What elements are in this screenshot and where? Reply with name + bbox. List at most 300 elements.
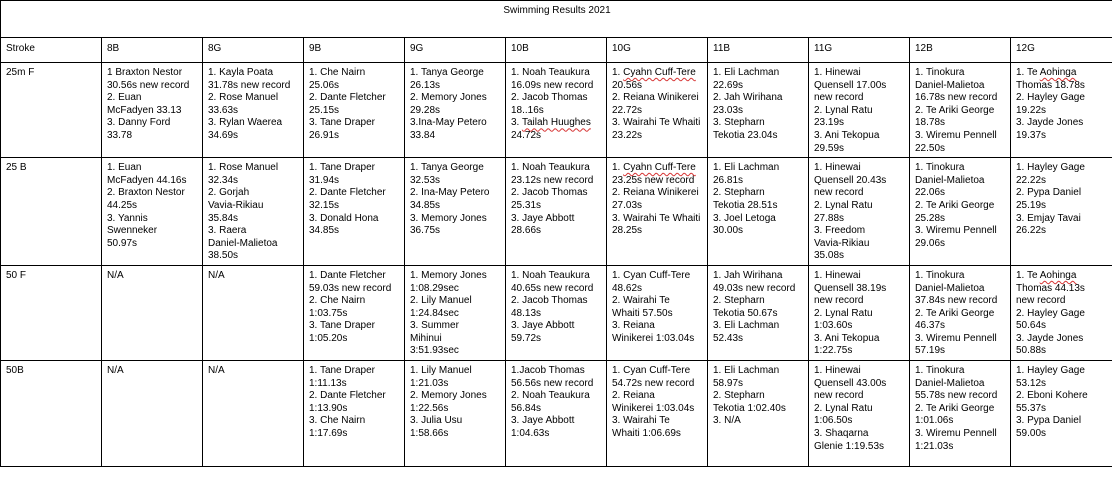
stroke-cell[interactable]: 25m F: [1, 63, 102, 158]
result-line: 19.37s: [1016, 129, 1047, 141]
result-cell[interactable]: [506, 158, 607, 266]
result-cell[interactable]: [708, 265, 809, 360]
result-line: 2. Ina-May Petero: [410, 187, 490, 199]
result-line: Whaiti 1:06.69s: [612, 428, 681, 440]
result-line: 52.43s: [713, 332, 744, 344]
header-row: [1, 38, 1112, 63]
result-line: 22.69s: [713, 79, 744, 91]
result-line: 34.69s: [208, 129, 239, 141]
result-line: N/A: [208, 365, 225, 377]
result-line: 1. Cyan Cuff-Tere: [612, 365, 691, 377]
result-line: 1 Braxton Nestor: [107, 67, 183, 78]
result-cell[interactable]: [910, 361, 1011, 467]
result-line: 28.66s: [511, 225, 542, 237]
result-line: 2. Hayley Gage: [1016, 92, 1085, 104]
result-line: Winikerei 1:03.04s: [612, 332, 695, 344]
result-line: 1:22.75s: [814, 345, 853, 357]
result-line: 2. Reiana Winikerei: [612, 187, 699, 199]
result-line: 3. Pypa Daniel: [1016, 415, 1082, 427]
result-cell[interactable]: [1011, 265, 1112, 360]
result-row: [1, 361, 1112, 467]
result-line: 1. Cyahn Cuff-Tere: [612, 67, 696, 78]
result-line: 3. Wiremu Pennell: [915, 428, 997, 440]
result-line: 2. Lily Manuel: [410, 295, 472, 307]
spellcheck-underline: Aohinga: [1039, 67, 1077, 78]
result-line: 3. Wiremu Pennell: [915, 332, 997, 344]
result-line: Mihinui: [410, 332, 442, 344]
result-line: 22.06s: [915, 187, 946, 199]
result-line: 27.88s: [814, 212, 845, 224]
result-cell[interactable]: [708, 158, 809, 266]
result-line: 2. Braxton Nestor: [107, 187, 185, 199]
result-line: 56.56s new record: [511, 377, 594, 389]
result-line: 34.85s: [410, 199, 441, 211]
result-line: 1. Noah Teaukura: [511, 162, 590, 174]
result-line: 50.97s: [107, 237, 138, 249]
column-header-11b[interactable]: 11B: [708, 38, 809, 63]
result-line: 53.12s: [1016, 377, 1047, 389]
result-cell[interactable]: [607, 361, 708, 467]
result-line: 23.25s new record: [612, 174, 695, 186]
result-line: 1. Te Aohinga: [1016, 67, 1077, 78]
result-line: 2. Reiana Winikerei: [612, 92, 699, 104]
result-line: 59.00s: [1016, 428, 1047, 440]
result-line: 2. Rose Manuel: [208, 92, 279, 104]
result-line: 3. Donald Hona: [309, 212, 379, 224]
result-line: 22.72s: [612, 104, 643, 116]
result-line: Quensell 17.00s: [814, 79, 887, 91]
result-line: 48.62s: [612, 282, 643, 294]
result-line: 55.78s new record: [915, 390, 998, 402]
result-line: 3. Joel Letoga: [713, 212, 776, 224]
result-line: 29.06s: [915, 237, 946, 249]
result-line: 49.03s new record: [713, 282, 796, 294]
result-line: 1:04.63s: [511, 428, 550, 440]
column-header-8g[interactable]: 8G: [203, 38, 304, 63]
result-cell[interactable]: [809, 265, 910, 360]
result-cell[interactable]: [607, 158, 708, 266]
result-cell[interactable]: [203, 361, 304, 467]
result-cell[interactable]: [708, 63, 809, 158]
result-cell[interactable]: [607, 63, 708, 158]
result-line: 1. Tinokura: [915, 67, 965, 78]
result-line: 31.94s: [309, 174, 340, 186]
result-line: 25.28s: [915, 212, 946, 224]
column-header-11g[interactable]: 11G: [809, 38, 910, 63]
result-line: 34.85s: [309, 225, 340, 237]
result-line: 3. Wiremu Pennell: [915, 129, 997, 141]
result-line: Daniel-Malietoa: [915, 174, 985, 186]
result-line: 2. Gorjah: [208, 187, 250, 199]
spellcheck-underline: Aohinga: [1039, 269, 1077, 281]
result-line: 1:01.06s: [915, 415, 954, 427]
column-header-12g[interactable]: 12G: [1011, 38, 1112, 63]
result-line: 2. Dante Fletcher: [309, 187, 386, 199]
result-line: 50.88s: [1016, 345, 1047, 357]
result-line: 1. Euan: [107, 162, 142, 174]
result-line: 1. Rose Manuel: [208, 162, 279, 174]
result-line: 27.03s: [612, 199, 643, 211]
result-line: 2. Che Nairn: [309, 295, 366, 307]
result-line: 56.84s: [511, 402, 542, 414]
result-line: 32.15s: [309, 199, 340, 211]
result-cell[interactable]: [102, 361, 203, 467]
result-line: 44.25s: [107, 199, 138, 211]
result-line: 25.31s: [511, 199, 542, 211]
result-line: 33.78: [107, 129, 133, 141]
result-line: 1:24.84sec: [410, 307, 459, 319]
result-cell[interactable]: [809, 361, 910, 467]
result-line: 1:58.66s: [410, 428, 449, 440]
result-line: 3. Jayde Jones: [1016, 332, 1084, 344]
result-line: 29.59s: [814, 142, 845, 154]
result-line: 3. Wiremu Pennell: [915, 225, 997, 237]
result-line: 2. Euan: [107, 92, 142, 104]
result-line: 29.28s: [410, 104, 441, 116]
result-cell[interactable]: [304, 63, 405, 158]
result-line: 3. Yannis: [107, 212, 148, 224]
result-line: 24.72s: [511, 129, 542, 141]
result-line: 16.78s new record: [915, 92, 998, 104]
result-line: 37.84s new record: [915, 295, 998, 307]
result-cell[interactable]: [203, 63, 304, 158]
result-cell[interactable]: [910, 63, 1011, 158]
result-cell[interactable]: [506, 63, 607, 158]
result-cell[interactable]: [809, 158, 910, 266]
result-line: 3. N/A: [713, 415, 741, 427]
result-line: 1:06.50s: [814, 415, 853, 427]
result-line: N/A: [107, 269, 124, 281]
result-line: 3. Julia Usu: [410, 415, 463, 427]
result-line: 2. Jacob Thomas: [511, 92, 588, 104]
result-line: 59.72s: [511, 332, 542, 344]
result-line: 1. Hinewai: [814, 365, 861, 377]
result-line: 3. Jaye Abbott: [511, 415, 575, 427]
result-cell[interactable]: [203, 158, 304, 266]
result-line: 35.84s: [208, 212, 239, 224]
result-line: 1. Hinewai: [814, 67, 861, 78]
result-line: 3. Tane Draper: [309, 320, 375, 332]
result-line: 2. Stepharn: [713, 295, 765, 307]
column-header-10g[interactable]: 10G: [607, 38, 708, 63]
result-line: 2. Pypa Daniel: [1016, 187, 1082, 199]
result-cell[interactable]: [304, 361, 405, 467]
result-line: 2. Lynal Ratu: [814, 307, 873, 319]
result-line: 2. Stepharn: [713, 187, 765, 199]
result-line: 1:03.75s: [309, 307, 348, 319]
column-header-10b[interactable]: 10B: [506, 38, 607, 63]
result-line: Whaiti 57.50s: [612, 307, 673, 319]
result-line: 1. Cyan Cuff-Tere: [612, 269, 691, 281]
result-line: 2. Reiana: [612, 390, 655, 402]
result-line: 1. Tane Draper: [309, 365, 375, 377]
result-line: 3:51.93sec: [410, 345, 459, 357]
result-line: 2. Dante Fletcher: [309, 92, 386, 104]
result-cell[interactable]: [102, 63, 203, 158]
result-line: 1. Tinokura: [915, 365, 965, 377]
result-line: 3. Emjay Tavai: [1016, 212, 1081, 224]
title-row: [1, 1, 1112, 38]
result-line: 2. Wairahi Te: [612, 295, 670, 307]
result-line: Quensell 20.43s: [814, 174, 887, 186]
stroke-cell[interactable]: 50B: [1, 361, 102, 467]
result-line: Quensell 43.00s: [814, 377, 887, 389]
result-line: 3. Reiana: [612, 320, 655, 332]
result-line: 22.50s: [915, 142, 946, 154]
result-line: 25.19s: [1016, 199, 1047, 211]
result-line: new record: [1016, 295, 1066, 307]
result-line: 1. Che Nairn: [309, 67, 366, 78]
result-line: 2. Memory Jones: [410, 92, 487, 104]
result-line: 2. Jacob Thomas: [511, 295, 588, 307]
result-line: Daniel-Malietoa: [208, 237, 278, 249]
result-line: 26.91s: [309, 129, 340, 141]
result-cell[interactable]: [304, 265, 405, 360]
spellcheck-underline: Tailah Huughes: [521, 117, 591, 129]
result-line: 22.22s: [1016, 174, 1047, 186]
result-line: Thomas 18.78s: [1016, 79, 1085, 91]
result-line: 3. Tailah Huughes: [511, 117, 591, 129]
result-line: 1. Tinokura: [915, 162, 965, 174]
result-line: 1:11.13s: [309, 377, 347, 389]
column-header-9g[interactable]: 9G: [405, 38, 506, 63]
result-line: new record: [814, 92, 864, 104]
result-line: 48.13s: [511, 307, 542, 319]
result-line: 28.25s: [612, 225, 643, 237]
result-line: 1:13.90s: [309, 402, 348, 414]
result-cell[interactable]: [506, 265, 607, 360]
result-line: 2. Lynal Ratu: [814, 402, 873, 414]
result-line: 33.63s: [208, 104, 239, 116]
result-line: 3. Shaqarna: [814, 428, 869, 440]
result-line: 3. Summer: [410, 320, 459, 332]
result-line: 18.78s: [915, 117, 946, 129]
result-line: Daniel-Malietoa: [915, 282, 985, 294]
result-line: 1. Hinewai: [814, 162, 861, 174]
result-line: 1.Jacob Thomas: [511, 365, 585, 377]
result-line: new record: [814, 390, 864, 402]
result-cell[interactable]: [304, 158, 405, 266]
result-cell[interactable]: [1011, 63, 1112, 158]
result-line: 3. Ani Tekopua: [814, 332, 880, 344]
result-line: Tekotia 28.51s: [713, 199, 778, 211]
result-line: 26.13s: [410, 79, 441, 91]
result-line: 3. Stepharn: [713, 117, 765, 129]
result-line: 16.09s new record: [511, 79, 594, 91]
stroke-cell[interactable]: 25 B: [1, 158, 102, 266]
result-line: 2. Lynal Ratu: [814, 104, 873, 116]
result-line: 32.53s: [410, 174, 441, 186]
column-header-8b[interactable]: 8B: [102, 38, 203, 63]
result-line: 1:22.56s: [410, 402, 449, 414]
result-line: 46.37s: [915, 320, 946, 332]
result-line: 3. Jayde Jones: [1016, 117, 1084, 129]
result-line: 1. Cyahn Cuff-Tere: [612, 162, 696, 174]
result-line: 2. Te Ariki George: [915, 199, 995, 211]
result-line: 3. Ani Tekopua: [814, 129, 880, 141]
result-row: [1, 158, 1112, 266]
table-title: Swimming Results 2021: [1, 1, 1112, 38]
result-line: 1:03.60s: [814, 320, 853, 332]
result-cell[interactable]: [607, 265, 708, 360]
result-line: 54.72s new record: [612, 377, 695, 389]
result-line: 33.84: [410, 129, 436, 141]
result-line: 26.22s: [1016, 225, 1047, 237]
result-line: 1. Memory Jones: [410, 269, 487, 281]
spellcheck-underline: Cyahn Cuff-Tere: [623, 162, 696, 174]
result-line: Swenneker: [107, 225, 158, 237]
result-line: 2. Lynal Ratu: [814, 199, 873, 211]
result-line: 1. Tinokura: [915, 269, 965, 281]
result-cell[interactable]: [1011, 361, 1112, 467]
column-header-stroke[interactable]: Stroke: [1, 38, 102, 63]
result-line: 3. Jaye Abbott: [511, 212, 575, 224]
result-line: 1:17.69s: [309, 428, 348, 440]
result-row: [1, 63, 1112, 158]
result-line: 23.12s new record: [511, 174, 594, 186]
result-line: 35.08s: [814, 250, 845, 262]
result-line: 2. Stepharn: [713, 390, 765, 402]
spellcheck-underline: Cyahn Cuff-Tere: [623, 67, 696, 78]
result-cell[interactable]: [506, 361, 607, 467]
result-line: new record: [814, 295, 864, 307]
result-row: [1, 265, 1112, 360]
result-line: N/A: [107, 365, 124, 377]
result-line: Vavia-Rikiau: [208, 199, 264, 211]
result-line: 2. Jacob Thomas: [511, 187, 588, 199]
result-line: 58.97s: [713, 377, 744, 389]
result-line: 1. Noah Teaukura: [511, 67, 590, 78]
result-line: 31.78s new record: [208, 79, 291, 91]
result-line: 3. Wairahi Te Whaiti: [612, 117, 701, 129]
result-line: 3. Jaye Abbott: [511, 320, 575, 332]
result-line: 57.19s: [915, 345, 946, 357]
column-header-12b[interactable]: 12B: [910, 38, 1011, 63]
column-header-9b[interactable]: 9B: [304, 38, 405, 63]
result-line: 1. Eli Lachman: [713, 67, 780, 78]
result-line: 1. Hayley Gage: [1016, 162, 1085, 174]
result-line: 3. Wairahi Te Whaiti: [612, 212, 701, 224]
result-cell[interactable]: [405, 265, 506, 360]
result-line: 1:21.03s: [915, 440, 954, 452]
result-cell[interactable]: [102, 158, 203, 266]
result-line: 1. Hayley Gage: [1016, 365, 1085, 377]
result-line: 36.75s: [410, 225, 441, 237]
result-line: 1. Tane Draper: [309, 162, 375, 174]
result-line: 2. Hayley Gage: [1016, 307, 1085, 319]
result-line: 2. Eboni Kohere: [1016, 390, 1088, 402]
result-line: 1. Tanya George: [410, 67, 484, 78]
result-cell[interactable]: [203, 265, 304, 360]
result-line: 40.65s new record: [511, 282, 594, 294]
result-line: 1. Lily Manuel: [410, 365, 472, 377]
result-line: 3. Freedom: [814, 225, 866, 237]
result-line: 1. Jah Wirihana: [713, 269, 783, 281]
result-line: 30.00s: [713, 225, 744, 237]
result-line: 1. Noah Teaukura: [511, 269, 590, 281]
result-line: 1. Te Aohinga: [1016, 269, 1077, 281]
result-line: 59.03s new record: [309, 282, 392, 294]
result-line: 1. Tanya George: [410, 162, 484, 174]
result-line: 3. Tane Draper: [309, 117, 375, 129]
result-cell[interactable]: [102, 265, 203, 360]
result-line: 23.19s: [814, 117, 845, 129]
result-line: 1:21.03s: [410, 377, 449, 389]
result-line: 2. Te Ariki George: [915, 307, 995, 319]
result-line: 32.34s: [208, 174, 239, 186]
result-line: Tekotia 50.67s: [713, 307, 778, 319]
result-line: Daniel-Malietoa: [915, 79, 985, 91]
result-line: 1. Kayla Poata: [208, 67, 274, 78]
result-line: Quensell 38.19s: [814, 282, 887, 294]
result-line: Winikerei 1:03.04s: [612, 402, 695, 414]
result-line: 2. Jah Wirihana: [713, 92, 783, 104]
result-line: 1. Dante Fletcher: [309, 269, 386, 281]
result-line: 3. Danny Ford: [107, 117, 171, 129]
result-line: 23.22s: [612, 129, 643, 141]
result-line: 55.37s: [1016, 402, 1047, 414]
result-line: 2. Dante Fletcher: [309, 390, 386, 402]
result-cell[interactable]: [910, 265, 1011, 360]
result-line: 1. Eli Lachman: [713, 162, 780, 174]
result-line: 3.Ina-May Petero: [410, 117, 487, 129]
result-line: 1. Eli Lachman: [713, 365, 780, 377]
stroke-cell[interactable]: 50 F: [1, 265, 102, 360]
result-line: Tekotia 1:02.40s: [713, 402, 786, 414]
result-line: 2. Noah Teaukura: [511, 390, 590, 402]
result-cell[interactable]: [405, 361, 506, 467]
result-line: 38.50s: [208, 250, 239, 262]
result-line: 26.81s: [713, 174, 744, 186]
result-line: Tekotia 23.04s: [713, 129, 778, 141]
result-line: McFadyen 44.16s: [107, 174, 187, 186]
result-line: 30.56s new record: [107, 79, 190, 91]
result-cell[interactable]: [708, 361, 809, 467]
result-line: 3. Rylan Waerea: [208, 117, 283, 129]
result-cell[interactable]: [405, 63, 506, 158]
result-cell[interactable]: [809, 63, 910, 158]
result-cell[interactable]: [405, 158, 506, 266]
result-line: Daniel-Malietoa: [915, 377, 985, 389]
result-line: McFadyen 33.13: [107, 104, 182, 116]
result-line: 3. Wairahi Te: [612, 415, 670, 427]
result-line: 23.03s: [713, 104, 744, 116]
result-line: 1:05.20s: [309, 332, 348, 344]
result-line: new record: [814, 187, 864, 199]
result-line: 18..16s: [511, 104, 544, 116]
result-line: 25.06s: [309, 79, 340, 91]
result-cell[interactable]: [910, 158, 1011, 266]
result-line: 3. Eli Lachman: [713, 320, 780, 332]
result-line: 2. Te Ariki George: [915, 402, 995, 414]
result-line: 19.22s: [1016, 104, 1047, 116]
result-line: 2. Te Ariki George: [915, 104, 995, 116]
result-line: N/A: [208, 269, 225, 281]
result-line: 20.56s: [612, 79, 643, 91]
result-line: Glenie 1:19.53s: [814, 440, 885, 452]
result-cell[interactable]: [1011, 158, 1112, 266]
result-line: 3. Che Nairn: [309, 415, 366, 427]
result-line: 1. Hinewai: [814, 269, 861, 281]
result-line: Thomas 44.13s: [1016, 282, 1085, 294]
result-line: 3. Memory Jones: [410, 212, 487, 224]
result-line: 3. Raera: [208, 225, 247, 237]
result-line: 2. Memory Jones: [410, 390, 487, 402]
result-line: 25.15s: [309, 104, 340, 116]
result-line: 1:08.29sec: [410, 282, 459, 294]
result-line: 50.64s: [1016, 320, 1047, 332]
result-line: Vavia-Rikiau: [814, 237, 870, 249]
